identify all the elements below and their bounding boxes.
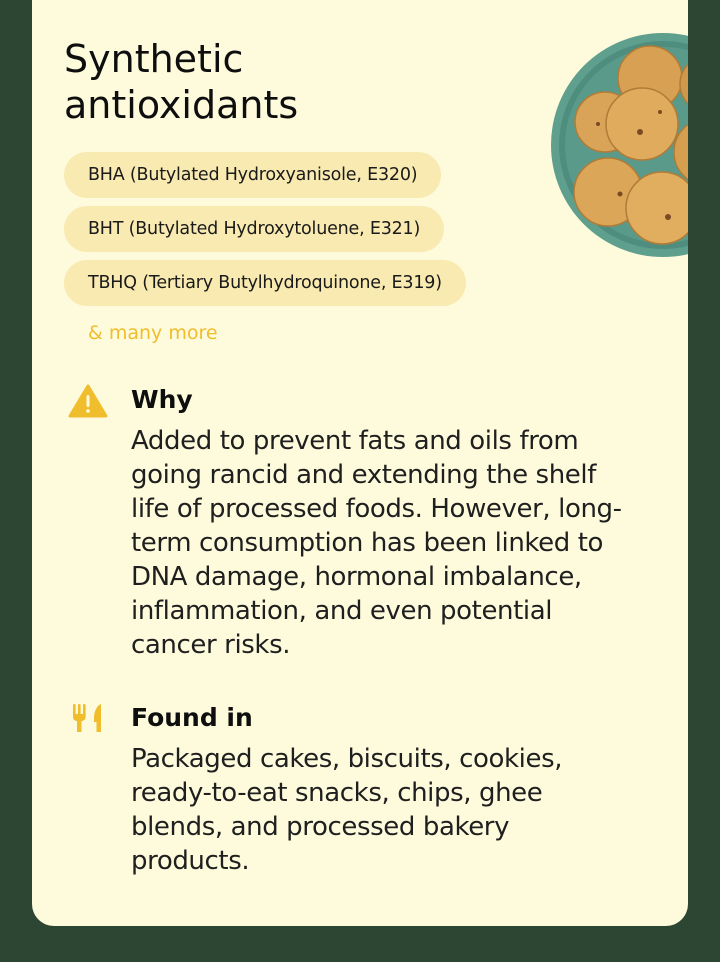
chip-tbhq: TBHQ (Tertiary Butylhydroquinone, E319) — [64, 260, 466, 306]
cookie-plate-image — [550, 32, 688, 258]
antioxidant-chip-list — [64, 152, 466, 314]
found-in-body: Packaged cakes, biscuits, cookies, ready-to-eat snacks, chips, ghee blends, and processed bakery products. — [131, 744, 563, 876]
warning-icon — [68, 384, 108, 424]
card-title: Synthetic antioxidants — [64, 37, 299, 127]
chip-bha: BHA (Butylated Hydroxyanisole, E320) — [64, 152, 441, 198]
info-card — [32, 0, 688, 926]
utensils-icon — [68, 702, 108, 742]
why-body: Added to prevent fats and oils from going rancid and extending the shelf life of processed foods. However, long-term consumption has been linked to DNA damage, hormonal imbalance, inflammation, and even potential cancer risks. — [131, 426, 622, 660]
many-more-label: & many more — [88, 322, 218, 344]
found-in-heading: Found in — [131, 703, 253, 732]
why-heading: Why — [131, 385, 193, 414]
chip-bht: BHT (Butylated Hydroxytoluene, E321) — [64, 206, 444, 252]
